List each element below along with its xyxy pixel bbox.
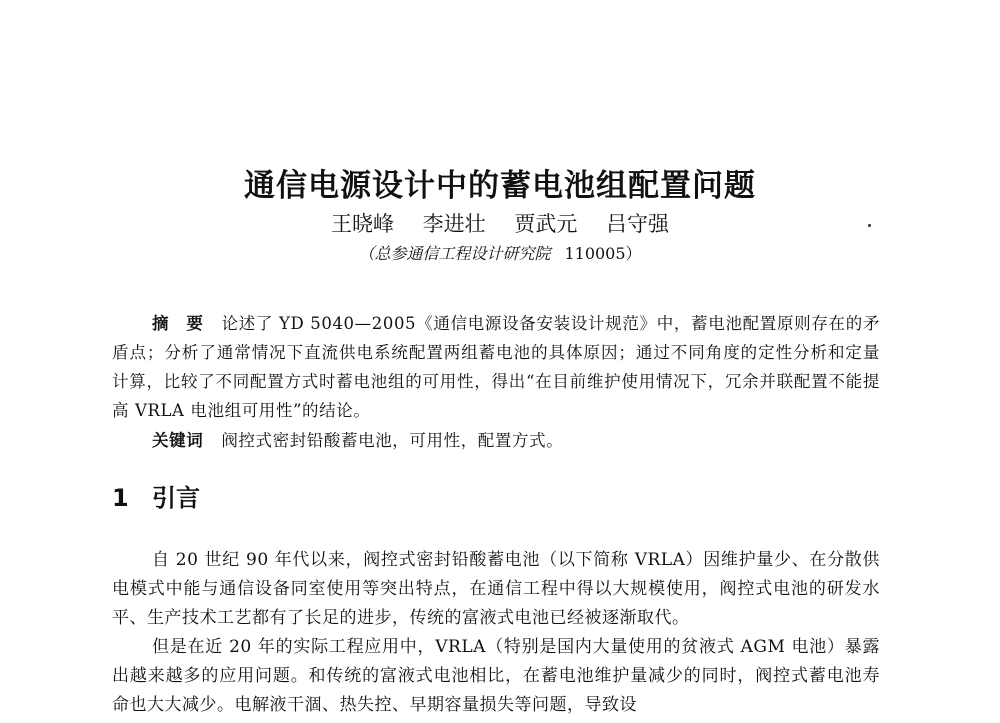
author-name: 吕守强: [606, 212, 670, 236]
section-heading: [112, 481, 200, 515]
keywords: [152, 426, 880, 455]
paragraph: 自 20 世纪 90 年代以来，阀控式密封铅酸蓄电池（以下简称 VRLA）因维护量少、在分散供电模式中能与通信设备同室使用等突出特点，在通信工程中得以大规模使用，阀控式电池的研发水平、生产技术工艺都有了长足的进步，传统的富液式电池已经被逐渐取代。: [112, 550, 880, 628]
affiliation-name: （总参通信工程设计研究院: [358, 244, 551, 263]
keywords-label: 关键词: [152, 431, 204, 450]
affiliation-postcode: 110005）: [564, 244, 642, 263]
section-title: 引言: [152, 484, 200, 512]
abstract-label: 摘 要: [152, 314, 204, 333]
keywords-text: 阀控式密封铅酸蓄电池，可用性，配置方式。: [221, 431, 564, 450]
affiliation: [0, 241, 1000, 267]
author-name: 李进壮: [422, 212, 486, 236]
author-name: 贾武元: [514, 212, 578, 236]
scan-speck: [868, 224, 871, 227]
author-list: [0, 209, 1000, 239]
paragraph: 但是在近 20 年的实际工程应用中，VRLA（特别是国内大量使用的贫液式 AGM 电池）暴露出越来越多的应用问题。和传统的富液式电池相比，在蓄电池维护量减少的同时，阀控式蓄电池寿命也大大减少。电解液干涸、热失控、早期容量损失等问题，导致设: [112, 637, 880, 715]
section-number: 1: [112, 484, 129, 512]
abstract: [112, 309, 880, 425]
author-name: 王晓峰: [330, 212, 394, 236]
paper-title: 通信电源设计中的蓄电池组配置问题: [244, 168, 756, 204]
body-text: [112, 546, 880, 720]
abstract-text: 论述了 YD 5040—2005《通信电源设备安装设计规范》中，蓄电池配置原则存在的矛盾点；分析了通常情况下直流供电系统配置两组蓄电池的具体原因；通过不同角度的定性分析和定量计算，比较了不同配置方式时蓄电池组的可用性，得出“在目前维护使用情况下，冗余并联配置不能提高 VRLA 电池组可用性”的结论。: [112, 314, 880, 420]
